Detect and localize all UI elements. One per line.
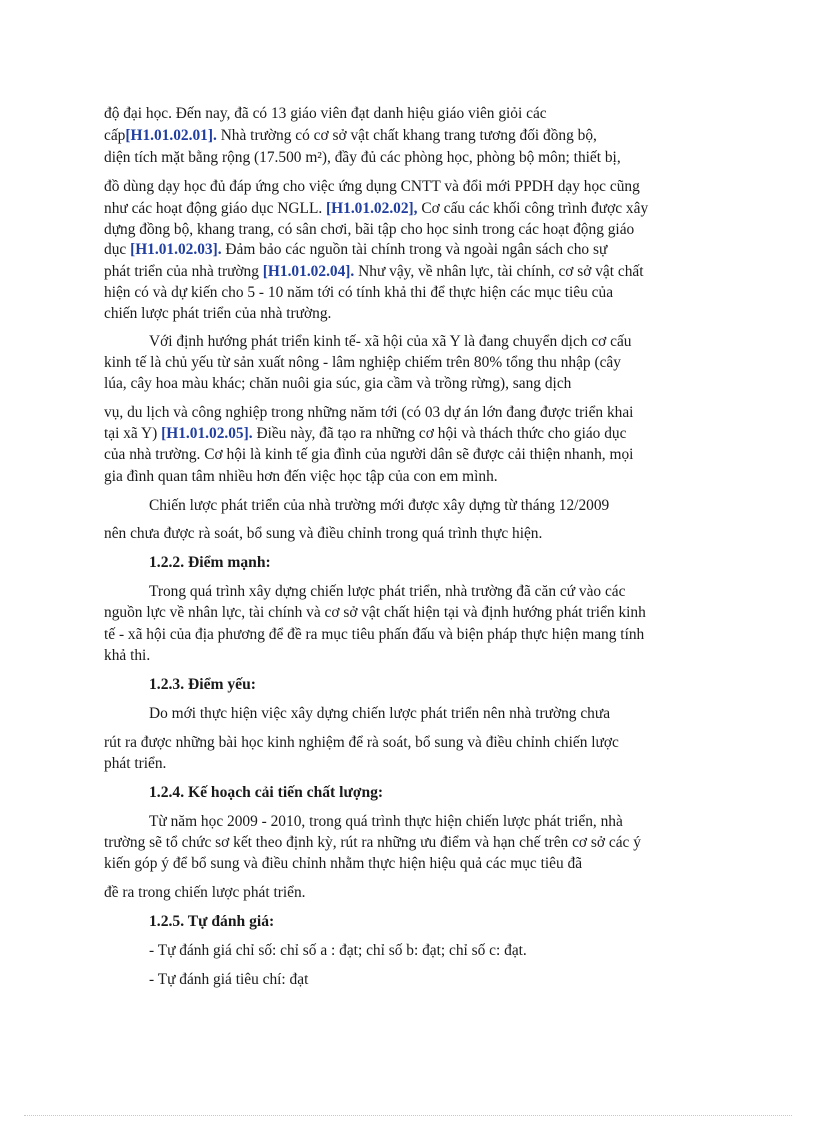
text-line: phát triển. (104, 755, 167, 772)
text-line: nên chưa được rà soát, bổ sung và điều chỉnh trong quá trình thực hiện. (104, 525, 543, 542)
evidence-reference: [H1.01.02.05]. (161, 425, 253, 442)
text-line: - Tự đánh giá chỉ số: chỉ số a : đạt; chỉ số b: đạt; chỉ số c: đạt. (149, 942, 527, 959)
evidence-reference: [H1.01.02.02], (326, 200, 418, 217)
section-heading-weaknesses: 1.2.3. Điểm yếu: (149, 676, 256, 693)
text-segment: như các hoạt động giáo dục NGLL. (104, 200, 327, 217)
text-line: tế - xã hội của địa phương để đề ra mục tiêu phấn đấu và biện pháp thực hiện mang tính (104, 626, 645, 643)
text-line: kiến góp ý để bổ sung và điều chỉnh nhằm thực hiện hiệu quả các mục tiêu đã (104, 855, 583, 872)
text-line: chiến lược phát triển của nhà trường. (104, 305, 332, 322)
text-segment: phát triển của nhà trường (104, 263, 263, 280)
text-line (104, 199, 648, 219)
text-segment: Nhà trường có cơ sở vật chất khang trang tương đối đồng bộ, (216, 127, 597, 144)
text-line: - Tự đánh giá tiêu chí: đạt (149, 971, 309, 988)
text-line (104, 262, 644, 282)
text-line: Chiến lược phát triển của nhà trường mới được xây dựng từ tháng 12/2009 (149, 497, 610, 514)
evidence-reference: [H1.01.02.01]. (125, 127, 217, 144)
section-heading-improvement-plan: 1.2.4. Kế hoạch cải tiến chất lượng: (149, 784, 384, 801)
text-line: của nhà trường. Cơ hội là kinh tế gia đình của người dân sẽ được cải thiện nhanh, mọi (104, 446, 634, 463)
text-segment: dục (104, 241, 131, 258)
page-bottom-divider (24, 1115, 792, 1116)
text-line: đề ra trong chiến lược phát triển. (104, 884, 306, 901)
text-line: nguồn lực về nhân lực, tài chính và cơ sở vật chất hiện tại và định hướng phát triển kinh (104, 604, 646, 621)
evidence-reference: [H1.01.02.03]. (130, 241, 222, 258)
text-line: Với định hướng phát triển kinh tế- xã hội của xã Y là đang chuyển dịch cơ cấu (149, 333, 632, 350)
text-line: Do mới thực hiện việc xây dựng chiến lược phát triển nên nhà trường chưa (149, 705, 611, 722)
text-segment: Đảm bảo các nguồn tài chính trong và ngoài ngân sách cho sự (221, 241, 608, 258)
text-line: diện tích mặt bằng rộng (17.500 m²), đầy đủ các phòng học, phòng bộ môn; thiết bị, (104, 149, 621, 166)
section-heading-self-assessment: 1.2.5. Tự đánh giá: (149, 913, 275, 930)
text-line (104, 126, 597, 146)
text-line: vụ, du lịch và công nghiệp trong những năm tới (có 03 dự án lớn đang được triển khai (104, 404, 634, 421)
text-line (104, 240, 607, 260)
text-line: trường sẽ tổ chức sơ kết theo định kỳ, rút ra những ưu điểm và hạn chế trên cơ sở các ý (104, 834, 641, 851)
evidence-reference: [H1.01.02.04]. (262, 263, 355, 280)
text-segment: tại xã Y) (104, 425, 162, 442)
text-line: kinh tế là chủ yếu từ sản xuất nông - lâm nghiệp chiếm trên 80% tổng thu nhập (cây (104, 354, 621, 371)
text-line (104, 424, 626, 444)
text-line: hiện có và dự kiến cho 5 - 10 năm tới có tính khả thi để thực hiện các mục tiêu của (104, 284, 614, 301)
text-line: Từ năm học 2009 - 2010, trong quá trình thực hiện chiến lược phát triển, nhà (149, 813, 623, 830)
text-line: rút ra được những bài học kinh nghiệm để rà soát, bổ sung và điều chỉnh chiến lược (104, 734, 619, 751)
text-line: độ đại học. Đến nay, đã có 13 giáo viên đạt danh hiệu giáo viên giỏi các (104, 105, 547, 122)
text-segment: Cơ cấu các khối công trình được xây (417, 200, 649, 217)
text-segment: Như vậy, về nhân lực, tài chính, cơ sở vật chất (354, 263, 644, 280)
section-heading-strengths: 1.2.2. Điểm mạnh: (149, 554, 271, 571)
text-segment: Điều này, đã tạo ra những cơ hội và thách thức cho giáo dục (252, 425, 627, 442)
text-line: khả thi. (104, 647, 151, 664)
text-line: gia đình quan tâm nhiều hơn đến việc học tập của con em mình. (104, 468, 498, 485)
text-line: Trong quá trình xây dựng chiến lược phát triển, nhà trường đã căn cứ vào các (149, 583, 626, 600)
text-line: dựng đồng bộ, khang trang, có sân chơi, bãi tập cho học sinh trong các hoạt động giáo (104, 221, 635, 238)
text-line: lúa, cây hoa màu khác; chăn nuôi gia súc, gia cầm và trồng rừng), sang dịch (104, 375, 572, 392)
text-line: đồ dùng dạy học đủ đáp ứng cho việc ứng dụng CNTT và đổi mới PPDH dạy học cũng (104, 178, 640, 195)
text-segment: cấp (104, 127, 126, 144)
